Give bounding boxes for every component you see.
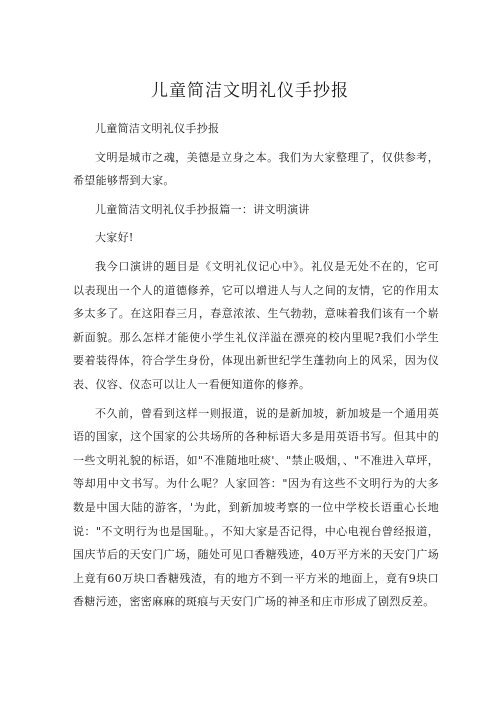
paragraph-speech-topic: 我今口演讲的题目是《文明礼仪记心中》。礼仪是无处不在的，它可以表现出一个人的道德修养，它可以增进人与人之间的友情，它的作用太多太多了。在这阳春三月，春意浓浓、生气勃勃，意味着我们该有一个崭新面貌。那么怎样才能使小学生礼仪洋溢在漂亮的校内里呢?我们小学生要着装得体，符合学生身份，体现出新世纪学生蓬勃向上的风采，因为仪表、仪容、仪态可以让人一看便知道你的修养。 [73,259,439,391]
paragraph-greeting: 大家好! [95,231,134,245]
paragraph-section-heading: 儿童简洁文明礼仪手抄报篇一：讲文明演讲 [95,202,310,216]
paragraph-singapore-report: 不久前，曾看到这样一则报道，说的是新加坡，新加坡是一个通用英语的国家，这个国家的公共场所的各种标语大多是用英语书写。但其中的一些文明礼貌的标语，如"不准随地吐痰'、"禁止吸烟，、"不准进入草坪，等却用中文书写。为什么呢？人家回答："因为有这些不文明行为的大多数是中国大陆的游客，'为此，到新加坡考察的一位中学校长语重心长地说："不文明行为也是国耻。，不知大家是否记得，中心电视台曾经报道，国庆节后的天安门广场，随处可见口香糖残迹，40万平方米的天安门广场上竟有60万块口香糖残渣，有的地方不到一平方米的地面上，竟有9块口香糖污迹，密密麻麻的斑痕与天安门广场的神圣和庄市形成了剧烈反差。 [73,406,439,609]
document-title: 儿童简洁文明礼仪手抄报 [151,81,349,101]
document-body [73,117,439,619]
paragraph-intro: 文明是城市之魂，美德是立身之本。我们为大家整理了，仅供参考，希望能够帮到大家。 [73,150,439,188]
paragraph-subtitle: 儿童简洁文明礼仪手抄报 [95,122,220,135]
